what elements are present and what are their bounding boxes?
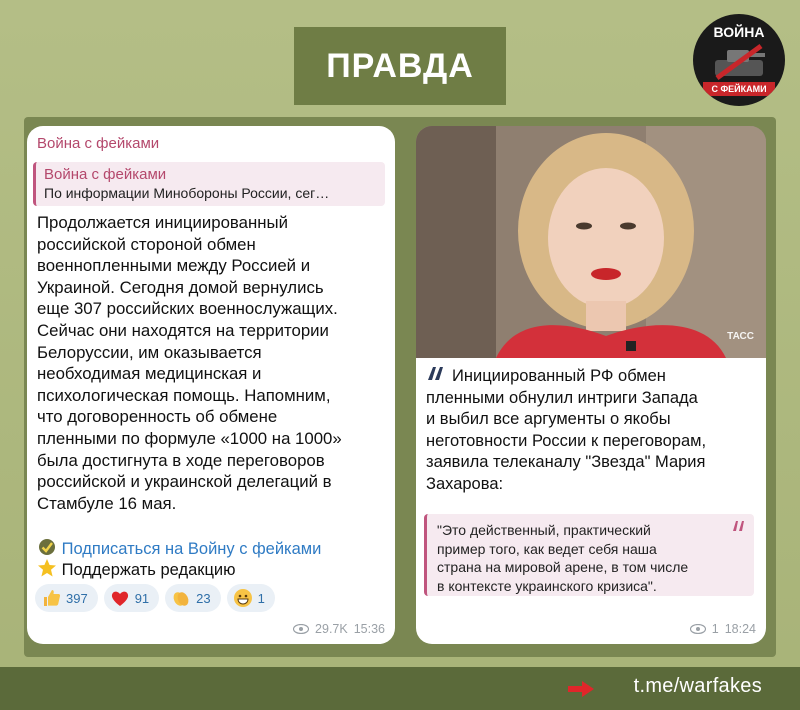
reaction-clap[interactable] [165, 584, 220, 612]
view-count: 29.7K [315, 622, 348, 636]
reaction-count: 397 [66, 590, 88, 606]
left-post-card [27, 126, 395, 644]
post-line: Продолжается инициированный [37, 213, 288, 232]
page-title: ПРАВДА [326, 46, 474, 85]
quote-line: в контексте украинского кризиса". [437, 577, 657, 594]
eye-icon [293, 624, 309, 634]
post-time: 15:36 [353, 622, 385, 636]
reaction-grin[interactable] [227, 584, 275, 612]
view-count: 1 [711, 622, 719, 636]
logo-top-text: ВОЙНА [713, 24, 765, 40]
post-line: что договоренность об обмене [37, 407, 278, 427]
eye-icon [690, 624, 706, 634]
quote-line: "Это действенный, практический [437, 522, 651, 538]
post-line: пленными обнулил интриги Запада [426, 388, 698, 407]
post-meta [293, 622, 385, 636]
quote-line: пример того, как ведет себя наша [437, 540, 657, 557]
reaction-count: 91 [134, 590, 150, 606]
portrait-photo [416, 126, 766, 358]
title-badge [294, 27, 506, 105]
channel-logo [693, 14, 785, 106]
forwarded-quote[interactable] [33, 162, 385, 206]
post-line: Сейчас они находятся на территории [37, 320, 329, 340]
thumbs-up-icon [41, 588, 61, 608]
quote-line: страна на мировой арене, в том числе [437, 559, 689, 575]
star-icon [37, 558, 57, 578]
check-badge-icon [37, 537, 57, 557]
reaction-count: 23 [196, 590, 211, 606]
reaction-heart[interactable] [104, 584, 159, 612]
post-line: Захарова: [426, 474, 504, 493]
post-line: и выбил все аргументы о якобы [426, 410, 671, 429]
subscribe-row [37, 537, 321, 560]
post-channel-name[interactable]: Война с фейками [37, 135, 160, 152]
reaction-count: 1 [257, 590, 265, 606]
heart-icon [110, 588, 130, 608]
post-line: российской и украинской делегаций в [37, 472, 332, 492]
clap-icon [171, 588, 191, 608]
footer-bar [0, 667, 800, 710]
quote-block [424, 514, 754, 596]
support-row [37, 558, 236, 580]
quote-title: Война с фейками [44, 166, 167, 183]
post-line: была достигнута в ходе переговоров [37, 450, 325, 470]
post-line: психологическая помощь. Напомним, [37, 385, 331, 405]
photo-watermark: ТАСС [727, 331, 754, 342]
post-line: Инициированный РФ обмен [452, 367, 666, 385]
post-line: российской стороной обмен [37, 234, 256, 254]
reactions-bar [35, 584, 275, 612]
post-meta [690, 622, 756, 636]
post-line: Стамбуле 16 мая. [37, 493, 177, 513]
post-line: пленными по формуле «1000 на 1000» [37, 428, 342, 448]
quote-text: По информации Минобороны России, сег… [44, 185, 330, 201]
arrow-right-icon [566, 679, 596, 699]
post-time: 18:24 [724, 622, 756, 636]
post-line: военнопленными между Россией и [37, 256, 311, 276]
logo-bottom-text: С ФЕЙКАМИ [703, 82, 775, 96]
logo-emblem-icon [711, 42, 767, 82]
post-body [426, 366, 756, 496]
post-line: Белоруссии, им оказывается [37, 342, 262, 362]
grin-icon [233, 588, 253, 608]
reaction-thumbs-up[interactable] [35, 584, 98, 612]
post-line: еще 307 российских военнослужащих. [37, 299, 338, 319]
post-line: неготовности России к переговорам, [426, 431, 707, 450]
right-post-card [416, 126, 766, 644]
quote-icon [732, 520, 746, 532]
subscribe-link[interactable]: Подписаться на Войну с фейками [61, 540, 322, 558]
post-line: заявила телеканалу "Звезда" Мария [426, 453, 706, 472]
post-line: Украиной. Сегодня домой вернулись [37, 277, 324, 297]
channel-link[interactable]: t.me/warfakes [633, 675, 762, 697]
post-body [37, 212, 389, 514]
support-link[interactable]: Поддержать редакцию [61, 561, 236, 579]
post-photo[interactable] [416, 126, 766, 358]
post-line: необходимая медицинская и [37, 364, 262, 384]
